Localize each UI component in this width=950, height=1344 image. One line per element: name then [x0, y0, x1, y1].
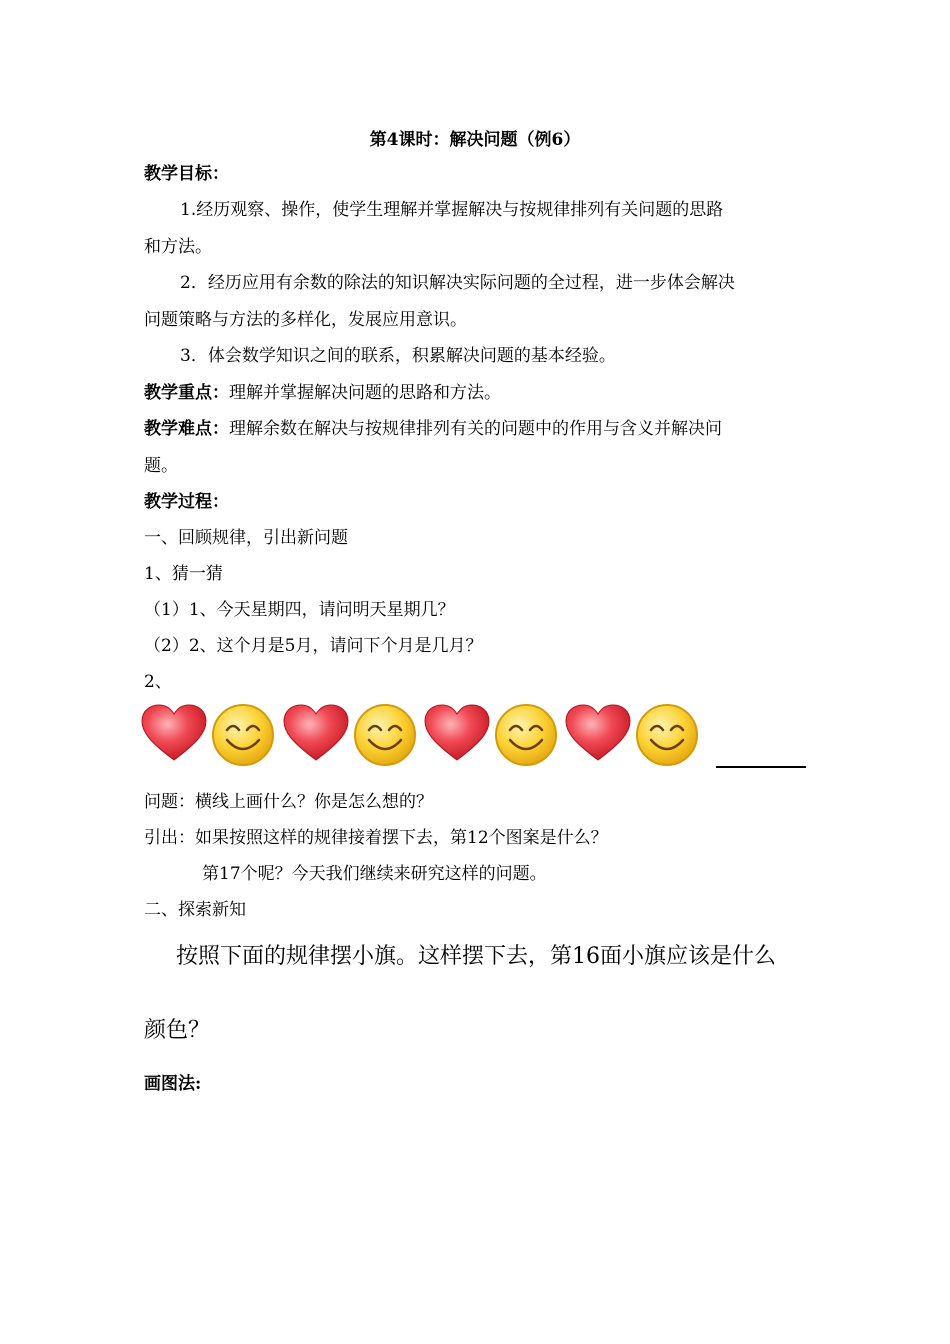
objective-2-line-2: 问题策略与方法的多样化，发展应用意识。 — [144, 310, 467, 330]
guess-heading: 1、猜一猜 — [144, 564, 223, 584]
heart-icon — [282, 702, 350, 764]
answer-blank-line — [716, 766, 806, 768]
objective-1-line-1: 1.经历观察、操作，使学生理解并掌握解决与按规律排列有关问题的思路 — [180, 200, 724, 220]
difficulty-text: 理解余数在解决与按规律排列有关的问题中的作用与含义并解决问 — [229, 419, 722, 439]
process-heading: 教学过程： — [144, 492, 229, 512]
key-point-text: 理解并掌握解决问题的思路和方法。 — [229, 383, 501, 403]
objective-2-line-1: 2．经历应用有余数的除法的知识解决实际问题的全过程，进一步体会解决 — [180, 273, 735, 293]
item-2-label: 2、 — [144, 672, 172, 692]
objective-3: 3．体会数学知识之间的联系，积累解决问题的基本经验。 — [180, 346, 616, 366]
key-point-label: 教学重点： — [144, 383, 229, 403]
difficulty — [144, 417, 722, 441]
heart-icon — [423, 702, 491, 764]
heart-icon — [140, 702, 208, 764]
difficulty-label: 教学难点： — [144, 419, 229, 439]
question-1: （1）1、今天星期四，请问明天星期几？ — [144, 600, 455, 620]
difficulty-text-cont: 题。 — [144, 456, 178, 476]
smiley-icon — [493, 702, 559, 768]
example-line-2: 颜色？ — [144, 1018, 211, 1043]
section-2-heading: 二、探索新知 — [144, 900, 246, 920]
smiley-icon — [210, 702, 276, 768]
objectives-heading: 教学目标： — [144, 164, 229, 184]
lead-in-line-1: 引出：如果按照这样的规律接着摆下去，第12个图案是什么？ — [144, 828, 608, 848]
section-1-heading: 一、回顾规律，引出新问题 — [144, 528, 348, 548]
objective-1-line-2: 和方法。 — [144, 237, 212, 257]
lead-in-line-2: 第17个呢？今天我们继续来研究这样的问题。 — [202, 864, 547, 884]
smiley-icon — [352, 702, 418, 768]
smiley-icon — [634, 702, 700, 768]
drawing-method-label: 画图法: — [144, 1074, 202, 1094]
pattern-question: 问题：横线上画什么？你是怎么想的？ — [144, 792, 433, 812]
key-point — [144, 381, 501, 405]
heart-icon — [564, 702, 632, 764]
example-line-1: 按照下面的规律摆小旗。这样摆下去，第16面小旗应该是什么 — [176, 944, 776, 969]
page-title: 第4课时：解决问题（例6） — [369, 130, 581, 150]
question-2: （2）2、这个月是5月，请问下个月是几月？ — [144, 636, 483, 656]
